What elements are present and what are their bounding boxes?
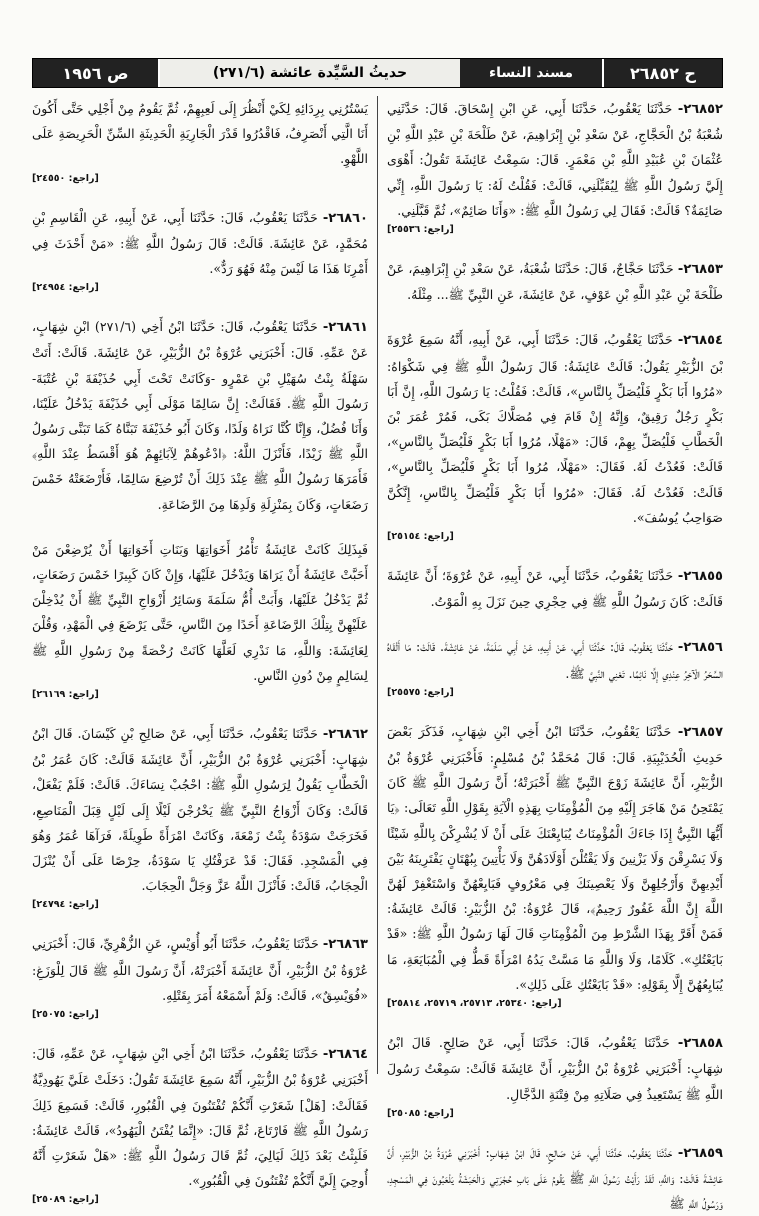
hadith-text: حَدَّثَنَا حَجَّاجٌ، قَالَ: حَدَّثَنَا شُعْبَةُ، عَنْ سَعْدِ بْنِ إِبْرَاهِيمَ، عَنْ طَلْحَةَ بْنِ عَبْدِ اللَّهِ بْنِ عَوْفٍ، عَنْ عَائِشَةَ، عَنِ النَّبِيِّ ﷺ... مِثْلَهُ. (387, 261, 723, 303)
hadith-reference: [راجع: ٢٦١٦٩] (32, 689, 99, 701)
hadith-text: فَبِذَلِكَ كَانَتْ عَائِشَةُ تَأْمُرُ أَخَوَاتِهَا وَبَنَاتِ أَخَوَاتِهَا أَنْ يُرْضِعْنَ مَنْ أَحَبَّتْ عَائِشَةُ أَنْ يَرَاهَا وَيَدْخُلَ عَلَيْهَا، وَإِنْ كَانَ كَبِيرًا خَمْسَ رَضَعَاتٍ، ثُمَّ يَدْخُلُ عَلَيْهَا، وَأَبَتْ أُمُّ سَلَمَةَ وَسَائِرُ أَزْوَاجِ النَّبِيِّ ﷺ أَنْ يُدْخِلْنَ عَلَيْهِنَّ بِتِلْكَ الرَّضَاعَةِ أَحَدًا مِنَ النَّاسِ، حَتَّى يَرْضَعَ فِي الْمَهْدِ، وَقُلْنَ لِعَائِشَةَ: وَاللَّهِ، مَا نَدْرِي لَعَلَّهَا كَانَتْ رُخْصَةً مِنْ رَسُولِ اللَّهِ ﷺ لِسَالِمٍ مِنْ دُونِ النَّاسِ. (32, 541, 368, 683)
hadith-reference: [راجع: ٢٥٣٤٠، ٢٥٧١٣، ٢٥٧١٩، ٢٥٨١٤] (387, 998, 562, 1010)
hadith-number: ٢٦٨٥٣- (677, 262, 723, 278)
running-header (32, 58, 723, 88)
hadith-number: ٢٦٨٥٧- (677, 724, 724, 740)
hadith-26864 (32, 1041, 368, 1206)
hadith-26858 (387, 1030, 723, 1120)
hadith-26853 (387, 256, 723, 307)
hadith-26855 (387, 563, 723, 614)
hadith-reference: [راجع: ٢٥٥٧٥] (387, 686, 454, 698)
hadith-text: حَدَّثَنَا يَعْقُوبُ، حَدَّثَنَا أَبِي، عَنْ صَالِحِ بْنِ كَيْسَانَ. قَالَ ابْنُ شِهَابٍ: أَخْبَرَنِي عُرْوَةُ بْنُ الزُّبَيْرِ، أَنَّ عَائِشَةَ قَالَتْ: كَانَ عُمَرُ بْنُ الْخَطَّابِ يَقُولُ لِرَسُولِ اللَّهِ ﷺ: احْجُبْ نِسَاءَكَ. قَالَتْ: فَلَمْ يَفْعَلْ، قَالَتْ: وَكَانَ أَزْوَاجُ النَّبِيِّ ﷺ يَخْرُجْنَ لَيْلًا إِلَى لَيْلٍ قِبَلَ الْمَنَاصِعِ، فَخَرَجَتْ سَوْدَةُ بِنْتُ زَمْعَةَ، وَكَانَتْ امْرَأَةً طَوِيلَةً، فَرَآهَا عُمَرُ وَهُوَ فِي الْمَسْجِدِ. فَقَالَ: قَدْ عَرَفْتُكِ يَا سَوْدَةُ، حِرْصًا عَلَى أَنْ يُنْزَلَ الْحِجَابُ، قَالَتْ: فَأَنْزَلَ اللَّهُ عَزَّ وَجَلَّ الْحِجَابَ. (32, 726, 368, 894)
hadith-reference: [راجع: ٢٥٠٨٥] (387, 1107, 454, 1119)
hadith-number: ٢٦٨٥٥- (677, 569, 723, 585)
hadith-text: حَدَّثَنَا يَعْقُوبُ، حَدَّثَنَا أَبِي، عَنْ أَبِيهِ، عَنْ عُرْوَةَ؛ أَنَّ عَائِشَةَ قَالَتْ: كَانَ رَسُولُ اللَّهِ ﷺ فِي حِجْرِي حِينَ نَزَلَ بِهِ الْمَوْتُ. (387, 568, 723, 610)
hadith-number: ٢٦٨٥٩- (677, 1145, 723, 1161)
hadith-26859 (387, 1140, 723, 1216)
hadith-number: ٢٦٨٦٣- (322, 937, 368, 953)
hadith-26857 (387, 719, 723, 1010)
hadith-reference: [راجع: ٢٥٥٣٦] (387, 224, 454, 236)
hadith-26863 (32, 931, 368, 1021)
hadith-text: حَدَّثَنَا يَعْقُوبُ، حَدَّثَنَا أَبِي، عَنْ صَالِحٍ، قَالَ ابْنُ شِهَابٍ: أَخْبَرَنِي عُرْوَةُ بْنُ الزُّبَيْرِ، أَنَّ عَائِشَةَ قَالَتْ: وَاللَّهِ، لَقَدْ رَأَيْتُ رَسُولَ اللَّهِ ﷺ يَقُومُ عَلَى بَابِ حُجْرَتِي وَالْحَبَشَةُ يَلْعَبُونَ فِي الْمَسْجِدِ، وَرَسُولُ اللَّهِ ﷺ (387, 1144, 723, 1212)
header-musnad: مسند النساء (488, 65, 574, 81)
hadith-number: ٢٦٨٦٢- (322, 727, 368, 743)
hadith-text: حَدَّثَنَا يَعْقُوبُ، قَالَ: حَدَّثَنَا ابْنُ أَخِي (٢٧١/٦) ابْنِ شِهَابٍ، عَنْ عَمِّهِ. قَالَ: أَخْبَرَنِي عُرْوَةُ بْنُ الزُّبَيْرِ، عَنْ عَائِشَةَ. قَالَتْ: أَتَتْ سَهْلَةُ بِنْتُ سُهَيْلِ بْنِ عَمْرٍو -وَكَانَتْ تَحْتَ أَبِي حُذَيْفَةَ بْنِ عُتْبَةَ- رَسُولَ اللَّهِ ﷺ. فَقَالَتْ: إِنَّ سَالِمًا مَوْلَى أَبِي حُذَيْفَةَ يَدْخُلُ عَلَيْنَا، وَأَنَا فُضُلٌ، وَإِنَّا كُنَّا نَرَاهُ وَلَدًا، وَكَانَ أَبُو حُذَيْفَةَ تَبَنَّاهُ كَمَا تَبَنَّى رَسُولُ اللَّهِ ﷺ زَيْدًا، فَأَنْزَلَ اللَّهُ: ﴿ادْعُوهُمْ لِآبَائِهِمْ هُوَ أَقْسَطُ عِنْدَ اللَّهِ﴾ فَأَمَرَهَا رَسُولُ اللَّهِ ﷺ عِنْدَ ذَلِكَ أَنْ تُرْضِعَ سَالِمًا، فَأَرْضَعَتْهُ خَمْسَ رَضَعَاتٍ، وَكَانَ بِمَنْزِلَةِ وَلَدِهَا مِنَ الرَّضَاعَةِ. (32, 319, 368, 512)
hadith-text: حَدَّثَنَا يَعْقُوبُ، قَالَ: حَدَّثَنَا أَبِي، عَنْ صَالِحٍ. قَالَ ابْنُ شِهَابٍ: أَخْبَرَنِي عُرْوَةُ بْنُ الزُّبَيْرِ، أَنَّ عَائِشَةَ قَالَتْ: سَمِعْتُ رَسُولَ اللَّهِ ﷺ يَسْتَعِيذُ فِي صَلَاتِهِ مِنْ فِتْنَةِ الدَّجَّالِ. (387, 1035, 723, 1102)
hadith-reference: [راجع: ٢٥١٥٤] (387, 531, 454, 543)
right-column (387, 96, 724, 1212)
left-column (32, 96, 368, 1206)
hadith-26852 (387, 96, 723, 236)
hadith-text: حَدَّثَنَا يَعْقُوبُ، قَالَ: حَدَّثَنَا أَبِي، عَنْ أَبِيهِ، عَنْ أَبِي سَلَمَةَ، عَنْ عَائِشَةَ. قَالَتْ: مَا أَلْقَاهُ السَّحَرُ الْآخِرُ عِنْدِي إِلَّا نَائِمًا. تَعْنِي النَّبِيَّ ﷺ. (387, 639, 723, 681)
hadith-reference: [راجع: ٢٤٥٥٠] (32, 172, 99, 184)
hadith-text: حَدَّثَنَا يَعْقُوبُ، حَدَّثَنَا ابْنُ أَخِي ابْنِ شِهَابٍ، عَنْ عَمِّهِ، قَالَ: أَخْبَرَنِي عُرْوَةُ بْنُ الزُّبَيْرِ، أَنَّهُ سَمِعَ عَائِشَةَ تَقُولُ: دَخَلَتْ عَلَيَّ يَهُودِيَّةٌ فَقَالَتْ: [هَلْ] شَعَرْتِ أَنَّكُمْ تُفْتَنُونَ فِي الْقُبُورِ، قَالَتْ: فَسَمِعَ ذَلِكَ رَسُولُ اللَّهِ ﷺ فَارْتَاعَ، ثُمَّ قَالَ: «إِنَّمَا يُفْتَنُ الْيَهُودُ»، قَالَتْ عَائِشَةُ: فَلَبِثْتُ بَعْدَ ذَلِكَ لَيَالِيَ، ثُمَّ قَالَ رَسُولُ اللَّهِ ﷺ: «هَلْ شَعَرْتِ أَنَّهُ أُوحِيَ إِلَيَّ أَنَّكُمْ تُفْتَنُونَ فِي الْقُبُورِ». (32, 1046, 368, 1189)
column-divider (377, 96, 378, 1074)
hadith-text: حَدَّثَنَا يَعْقُوبُ، قَالَ: حَدَّثَنَا أَبِي، عَنْ أَبِيهِ، أَنَّهُ سَمِعَ عُرْوَةَ بْنَ الزُّبَيْرِ يَقُولُ: قَالَتْ عَائِشَةُ: قَالَ رَسُولُ اللَّهِ ﷺ فِي شَكْوَاهُ: «مُرُوا أَبَا بَكْرٍ فَلْيُصَلِّ بِالنَّاسِ»، قَالَتْ: فَقُلْتُ: يَا رَسُولَ اللَّهِ، إِنَّ أَبَا بَكْرٍ رَجُلٌ رَقِيقٌ، وَإِنَّهُ إِنْ قَامَ فِي مُصَلَّاكَ بَكَى، فَمُرْ عُمَرَ بْنَ الْخَطَّابِ فَلْيُصَلِّ بِهِمْ، قَالَ: «مَهْلًا، مُرُوا أَبَا بَكْرٍ فَلْيُصَلِّ بِالنَّاسِ»، قَالَتْ: فَعُدْتُ لَهُ. فَقَالَ: «مَهْلًا، مُرُوا أَبَا بَكْرٍ فَلْيُصَلِّ بِالنَّاسِ»، قَالَتْ: فَعُدْتُ لَهُ. فَقَالَ: «مُرُوا أَبَا بَكْرٍ فَلْيُصَلِّ بِالنَّاسِ، إِنَّكُنَّ صَوَاحِبُ يُوسُفَ». (387, 332, 723, 525)
hadith-reference: [راجع: ٢٤٩٥٤] (32, 282, 99, 294)
hadith-number: ٢٦٨٦١- (322, 320, 368, 336)
hadith-26860 (32, 205, 368, 295)
text-columns (32, 96, 724, 1212)
hadith-reference: [راجع: ٢٥٠٨٩] (32, 1194, 99, 1206)
hadith-number: ٢٦٨٥٢- (677, 102, 723, 117)
hadith-26854 (387, 327, 723, 543)
hadith-26861 (32, 314, 368, 517)
hadith-number: ٢٦٨٥٦- (677, 640, 723, 656)
hadith-reference: [راجع: ٢٥٠٧٥] (32, 1009, 99, 1021)
header-title: حديثُ السَّيِّدة عائشة (٢٧١/٦) (160, 59, 460, 87)
header-hadith-number: ح ٢٦٨٥٢ (602, 59, 722, 87)
header-page-number: ص ١٩٥٦ (33, 59, 160, 87)
hadith-26856 (387, 634, 723, 698)
hadith-number: ٢٦٨٥٤- (677, 333, 723, 349)
hadith-number: ٢٦٨٦٠- (322, 210, 368, 226)
hadith-26859-continued (32, 96, 368, 185)
hadith-text: يَسْتُرُنِي بِرِدَائِهِ لِكَيْ أَنْظُرَ إِلَى لَعِبِهِمْ، ثُمَّ يَقُومُ مِنْ أَجْلِي حَتَّى أَكُونَ أَنَا الَّتِي أَنْصَرِفُ، فَاقْدُرُوا قَدْرَ الْجَارِيَةِ الْحَدِيثَةِ السِّنِّ الْحَرِيصَةِ عَلَى اللَّهْوِ. (32, 101, 368, 167)
hadith-text: حَدَّثَنَا يَعْقُوبُ، حَدَّثَنَا أَبِي، عَنِ ابْنِ إِسْحَاقَ. قَالَ: حَدَّثَنِي شُعْبَةُ بْنُ الْحَجَّاجِ، عَنْ سَعْدِ بْنِ إِبْرَاهِيمَ، عَنْ طَلْحَةَ بْنِ عَبْدِ اللَّهِ بْنِ عُثْمَانَ بْنِ عُبَيْدِ اللَّهِ بْنِ مَعْمَرٍ. قَالَ: سَمِعْتُ عَائِشَةَ تَقُولُ: أَهْوَى إِلَيَّ رَسُولُ اللَّهِ ﷺ لِيُقَبِّلَنِي، قَالَتْ: فَقُلْتُ لَهُ: يَا رَسُولَ اللَّهِ، إِنِّي صَائِمَةٌ؟ قَالَتْ: فَقَالَ لِي رَسُولُ اللَّهِ ﷺ: «وَأَنَا صَائِمٌ»، ثُمَّ قَبَّلَنِي. (387, 101, 723, 218)
hadith-26862 (32, 721, 368, 911)
hadith-text: حَدَّثَنَا يَعْقُوبُ، حَدَّثَنَا ابْنُ أَخِي ابْنِ شِهَابٍ، فَذَكَرَ بَعْضَ حَدِيثِ الْحُدَيْبِيَةِ. قَالَ: قَالَ مُحَمَّدُ بْنُ مُسْلِمٍ: فَأَخْبَرَنِي عُرْوَةُ بْنُ الزُّبَيْرِ، أَنَّ عَائِشَةَ زَوْجَ النَّبِيِّ ﷺ أَخْبَرَتْهُ؛ أَنَّ رَسُولَ اللَّهِ ﷺ كَانَ يَمْتَحِنُ مَنْ هَاجَرَ إِلَيْهِ مِنَ الْمُؤْمِنَاتِ بِهَذِهِ الْآيَةِ بِقَوْلِ اللَّهِ تَعَالَى: ﴿يَا أَيُّهَا النَّبِيُّ إِذَا جَاءَكَ الْمُؤْمِنَاتُ يُبَايِعْنَكَ عَلَى أَنْ لَا يُشْرِكْنَ بِاللَّهِ شَيْئًا وَلَا يَسْرِقْنَ وَلَا يَزْنِينَ وَلَا يَقْتُلْنَ أَوْلَادَهُنَّ وَلَا يَأْتِينَ بِبُهْتَانٍ يَفْتَرِينَهُ بَيْنَ أَيْدِيهِنَّ وَأَرْجُلِهِنَّ وَلَا يَعْصِينَكَ فِي مَعْرُوفٍ فَبَايِعْهُنَّ وَاسْتَغْفِرْ لَهُنَّ اللَّهَ إِنَّ اللَّهَ غَفُورٌ رَحِيمٌ﴾، قَالَ عُرْوَةُ: بْنُ الزُّبَيْرِ: قَالَتْ عَائِشَةُ: فَمَنْ أَقَرَّ بِهَذَا الشَّرْطِ مِنَ الْمُؤْمِنَاتِ قَالَ لَهَا رَسُولُ اللَّهِ ﷺ: «قَدْ بَايَعْتُكِ». كَلَامًا، وَلَا وَاللَّهِ مَا مَسَّتْ يَدُهُ امْرَأَةً قَطُّ فِي الْمُبَايَعَةِ، مَا يُبَايِعُهُنَّ إِلَّا بِقَوْلِهِ: «قَدْ بَايَعْتُكِ عَلَى ذَلِكِ». (387, 723, 723, 992)
hadith-number: ٢٦٨٦٤- (322, 1047, 368, 1063)
hadith-26861-continued (32, 537, 368, 701)
hadith-number: ٢٦٨٥٨- (677, 1036, 723, 1052)
hadith-reference: [راجع: ٢٤٧٩٤] (32, 899, 99, 911)
hadith-text: حَدَّثَنَا يَعْقُوبُ، قَالَ: حَدَّثَنَا أَبِي، عَنْ أَبِيهِ، عَنِ الْقَاسِمِ بْنِ مُحَمَّدٍ، عَنْ عَائِشَةَ. قَالَتْ: قَالَ رَسُولُ اللَّهِ ﷺ: «مَنْ أَحْدَثَ فِي أَمْرِنَا هَذَا مَا لَيْسَ مِنْهُ فَهُوَ رَدٌّ». (32, 209, 368, 277)
hadith-text: حَدَّثَنَا يَعْقُوبُ، حَدَّثَنَا أَبُو أُوَيْسٍ، عَنِ الزُّهْرِيِّ، قَالَ: أَخْبَرَنِي عُرْوَةُ بْنُ الزُّبَيْرِ، أَنَّ عَائِشَةَ أَخْبَرَتْهُ، أَنَّ رَسُولَ اللَّهِ ﷺ قَالَ لِلْوَزَغِ: «فُوَيْسِقٌ»، قَالَتْ: وَلَمْ أَسْمَعْهُ أَمَرَ بِقَتْلِهِ. (32, 936, 368, 1003)
